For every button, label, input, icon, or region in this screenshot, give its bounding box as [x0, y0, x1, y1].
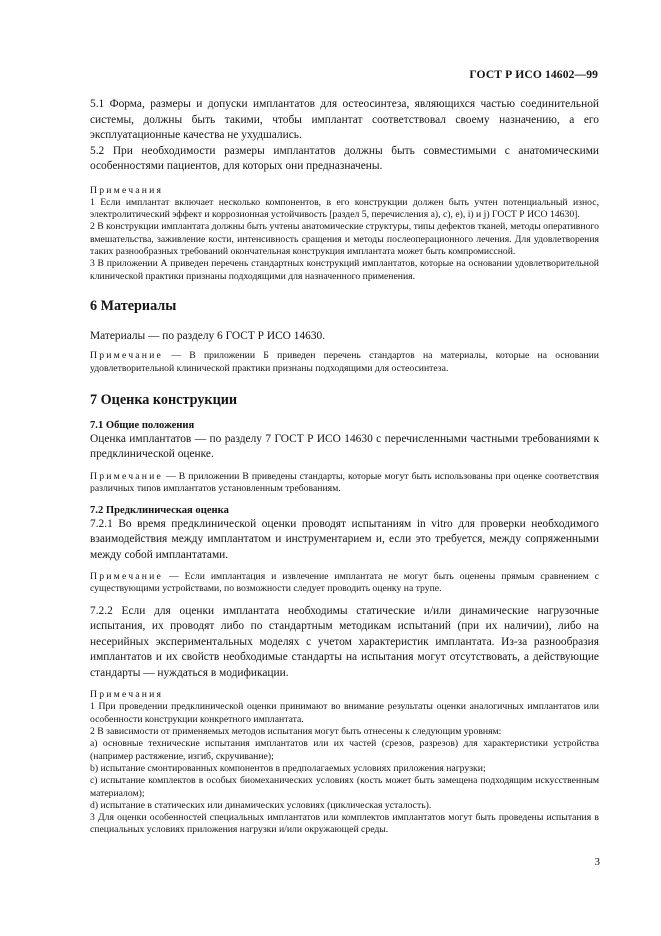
- note-text: — В приложении Б приведен перечень стандартов на материалы, которые на основании удовлетворительной клинической практики признаны подходящими для остеосинтеза.: [90, 350, 599, 374]
- note-7-2-1: [90, 571, 599, 596]
- page-number: 3: [594, 856, 600, 868]
- standard-header: ГОСТ Р ИСО 14602—99: [469, 68, 598, 81]
- subsection-7-2-heading: 7.2 Предклиническая оценка: [90, 504, 229, 516]
- note-6: [90, 350, 599, 375]
- paragraph-7-2-2: 7.2.2 Если для оценки имплантата необходимы статические и/или динамические нагрузочные испытания, их проводят либо по стандартным методикам испытаний (при их наличии), либо на несерийных экспериментальных моделях с учетом характеристик имплантата. Из-за разнообразия имплантатов и их свойств необходимые стандарты на испытания могут отсутствовать, а действующие стандарты — нуждаться в модификации.: [90, 604, 599, 679]
- paragraph-7-1: Оценка имплантатов — по разделу 7 ГОСТ Р ИСО 14630 с перечисленными частными требованиями к предклинической оценке.: [90, 432, 599, 461]
- section-6-heading: 6 Материалы: [90, 297, 177, 314]
- note-7-3-item: 3 Для оценки особенностей специальных имплантатов или комплектов имплантатов могут быть проведены испытания в специальных условиях приложения нагрузки и/или окружающей среды.: [90, 812, 599, 836]
- list-item-a: a) основные технические испытания имплантатов или их частей (срезов, разрезов) для характеристики устройства (например растяжение, изгиб, скручивание);: [90, 738, 599, 762]
- paragraph-6: Материалы — по разделу 6 ГОСТ Р ИСО 14630.: [90, 329, 326, 342]
- note-label: Примечание: [90, 350, 164, 362]
- notes-title: Примечания: [90, 184, 164, 196]
- notes-title-7: Примечания: [90, 689, 164, 701]
- note-1: 1 Если имплантат включает несколько компонентов, в его конструкции должен быть учтен потенциальный износ, электролитический эффект и коррозионная устойчивость [раздел 5, перечисления a), c), e), i) и j) ГОСТ Р ИСО 14630].: [90, 196, 599, 221]
- page-content: [90, 97, 599, 837]
- note-3: 3 В приложении А приведен перечень стандартных конструкций имплантатов, которые на основании удовлетворительной клинической практики признаны подходящими для назначенного применения.: [90, 258, 599, 282]
- list-item-c: c) испытание комплектов в особых биомеханических условиях (кость может быть замещена подходящим искусственным материалом);: [90, 775, 599, 799]
- subsection-7-1-heading: 7.1 Общие положения: [90, 419, 195, 431]
- note-label: Примечание: [90, 571, 164, 583]
- note-2: 2 В конструкции имплантата должны быть учтены анатомические структуры, типы дефектов тканей, методы оперативного вмешательства, заживление кости, интенсивность сращения и методы послеоперационного лечения. Для удовлетворения таких разнообразных требований окончательная конструкция имплантата может быть компромиссной.: [90, 221, 599, 257]
- list-item-d: d) испытание в статических или динамических условиях (циклическая усталость).: [90, 799, 432, 811]
- note-7-1: [90, 471, 599, 496]
- list-item-b: b) испытание смонтированных компонентов в предполагаемых условиях приложения нагрузки;: [90, 762, 486, 774]
- paragraph-5-1: 5.1 Форма, размеры и допуски имплантатов для остеосинтеза, являющихся частью соединительной системы, должны быть такими, чтобы имплантат соответствовал своему назначению, а его эксплуатационные качества не ухудшались.: [90, 98, 599, 141]
- note-text: — В приложении В приведены стандарты, которые могут быть использованы при оценке соответствия различных типов имплантатов установленным требованиям.: [90, 470, 599, 495]
- note-7-2-item: 2 В зависимости от применяемых методов испытания могут быть отнесены к следующим уровням:: [90, 726, 502, 738]
- note-7-1-item: 1 При проведении предклинической оценки принимают во внимание результаты оценки аналогичных имплантатов или особенности конструкции конкретного имплантата.: [90, 701, 599, 725]
- note-label: Примечание: [90, 470, 164, 482]
- section-7-heading: 7 Оценка конструкции: [90, 391, 238, 408]
- note-text: — Если имплантация и извлечение имплантата не могут быть оценены прямым сравнением с существующими устройствами, по возможности следует проводить оценку на трупе.: [90, 571, 599, 595]
- paragraph-5-2: 5.2 При необходимости размеры имплантатов должны быть совместимыми с анатомическими особенностями пациентов, для которых они предназначены.: [90, 144, 599, 172]
- paragraph-7-2-1: 7.2.1 Во время предклинической оценки проводят испытаниям in vitro для проверки необходимого взаимодействия между имплантатом и инструментарием и, если это требуется, между сопряженными между собой имплантатами.: [90, 517, 599, 561]
